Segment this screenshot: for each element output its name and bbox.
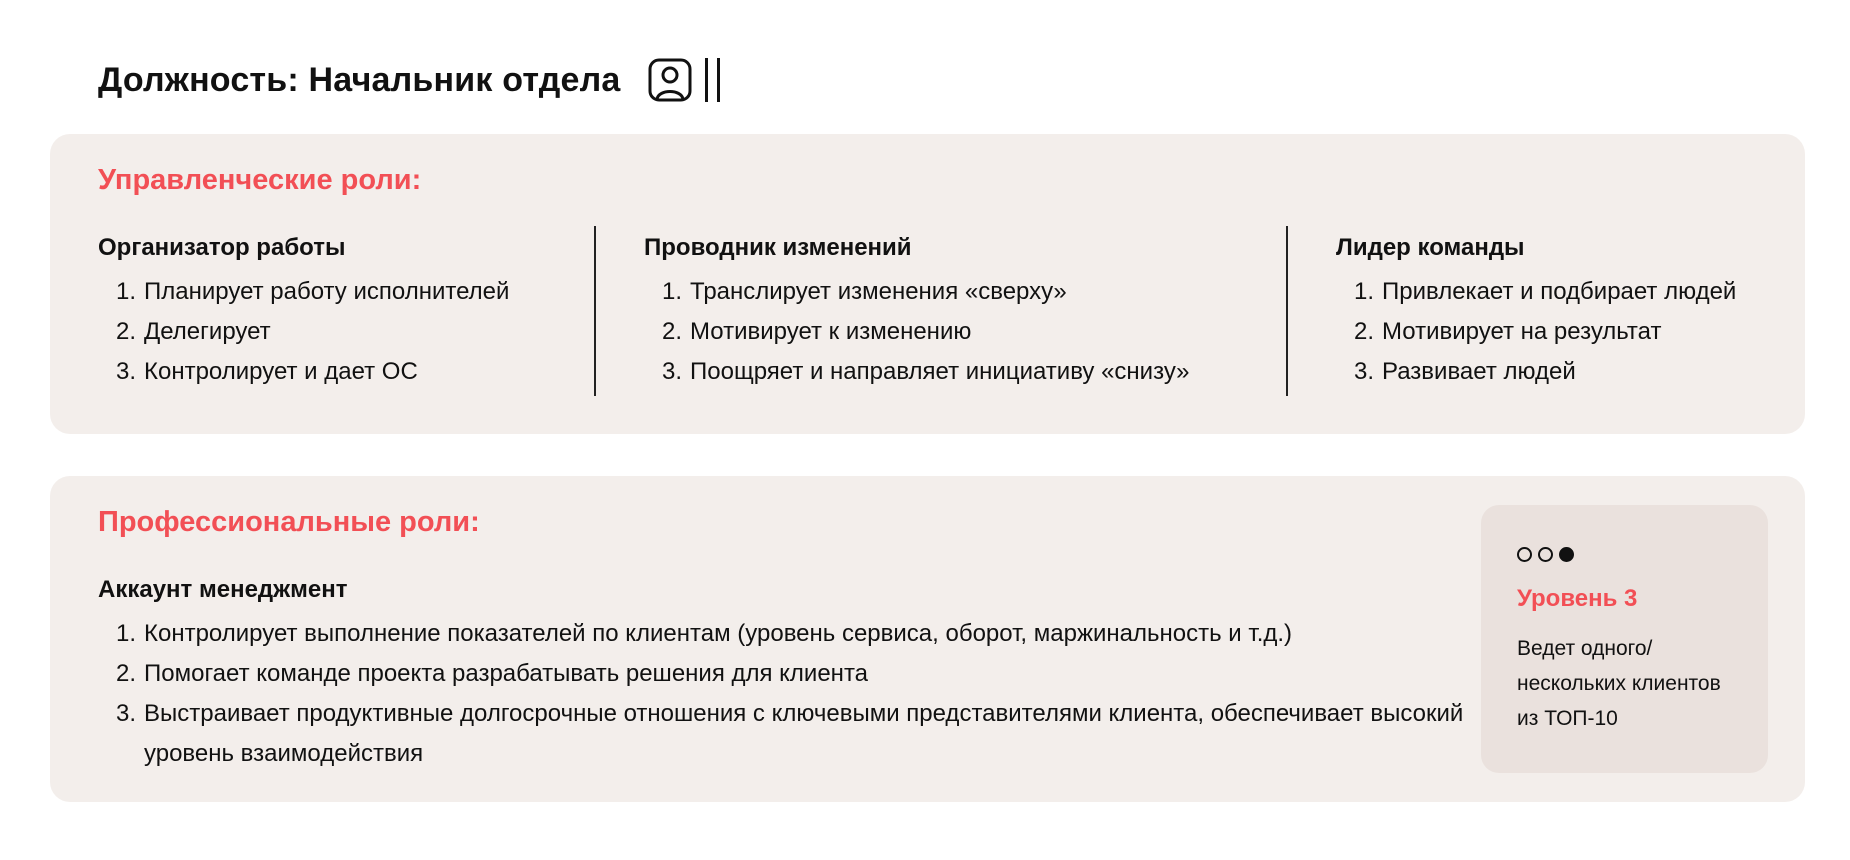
list-number: 3. <box>661 358 682 385</box>
professional-role-block <box>98 574 1478 774</box>
list-item <box>644 312 1189 352</box>
list-item-text: Привлекает и подбирает людей <box>1382 278 1737 305</box>
list-item <box>644 352 1189 392</box>
role-list <box>644 272 1189 392</box>
bar-mark <box>717 58 720 102</box>
list-item-text: Планирует работу исполнителей <box>144 278 510 305</box>
list-item <box>1336 272 1736 312</box>
role-heading: Проводник изменений <box>644 234 912 261</box>
person-badge-icon <box>647 57 693 103</box>
list-item <box>1336 312 1736 352</box>
list-number: 1. <box>1353 278 1374 305</box>
list-number: 2. <box>1353 318 1374 345</box>
list-number: 1. <box>661 278 682 305</box>
professional-roles-card <box>50 476 1805 802</box>
role-heading: Аккаунт менеджмент <box>98 576 348 603</box>
list-number: 1. <box>115 278 136 305</box>
list-item-text: Поощряет и направляет инициативу «снизу» <box>690 358 1190 385</box>
list-item-text: Контролирует выполнение показателей по клиентам (уровень сервиса, оборот, маржинальность и т.д.) <box>144 620 1293 647</box>
role-heading: Лидер команды <box>1336 234 1525 261</box>
list-item <box>98 614 1478 654</box>
separator-bars <box>705 57 720 103</box>
level-description: Ведет одного/ нескольких клиентов из ТОП-10 <box>1517 637 1721 730</box>
list-item <box>98 694 1478 774</box>
list-number: 3. <box>1353 358 1374 385</box>
list-item-text: Помогает команде проекта разрабатывать решения для клиента <box>144 660 869 687</box>
role-column-team-leader <box>1336 232 1736 392</box>
list-item <box>98 654 1478 694</box>
management-roles-title: Управленческие роли: <box>98 164 422 196</box>
page-header <box>98 52 720 108</box>
list-item-text: Контролирует и дает ОС <box>144 358 418 385</box>
list-item-text: Мотивирует на результат <box>1382 318 1662 345</box>
role-list <box>98 272 509 392</box>
professional-roles-title: Профессиональные роли: <box>98 506 480 538</box>
list-number: 3. <box>115 358 136 385</box>
list-number: 1. <box>115 620 136 647</box>
level-title: Уровень 3 <box>1517 585 1638 612</box>
bar-mark <box>705 58 708 102</box>
list-number: 2. <box>661 318 682 345</box>
role-column-change-agent <box>644 232 1189 392</box>
role-list <box>1336 272 1736 392</box>
level-dot <box>1517 547 1532 562</box>
level-dot <box>1538 547 1553 562</box>
list-number: 2. <box>115 660 136 687</box>
list-item <box>1336 352 1736 392</box>
list-number: 3. <box>115 700 136 727</box>
list-item-text: Делегирует <box>144 318 271 345</box>
level-box <box>1481 505 1768 773</box>
column-divider <box>594 226 596 396</box>
role-heading: Организатор работы <box>98 234 346 261</box>
column-divider <box>1286 226 1288 396</box>
list-item-text: Мотивирует к изменению <box>690 318 972 345</box>
level-dot-active <box>1559 547 1574 562</box>
page-title: Должность: Начальник отдела <box>98 60 621 99</box>
role-column-organizer <box>98 232 509 392</box>
list-item <box>98 352 509 392</box>
list-item <box>98 312 509 352</box>
list-item-text: Транслирует изменения «сверху» <box>690 278 1067 305</box>
level-indicator <box>1517 547 1574 562</box>
role-list <box>98 614 1478 774</box>
list-item-text: Выстраивает продуктивные долгосрочные отношения с ключевыми представителями клиента, обеспечивает высокий уровень взаимодействия <box>144 700 1464 767</box>
list-item <box>644 272 1189 312</box>
list-item <box>98 272 509 312</box>
list-number: 2. <box>115 318 136 345</box>
list-item-text: Развивает людей <box>1382 358 1576 385</box>
management-roles-card <box>50 134 1805 434</box>
